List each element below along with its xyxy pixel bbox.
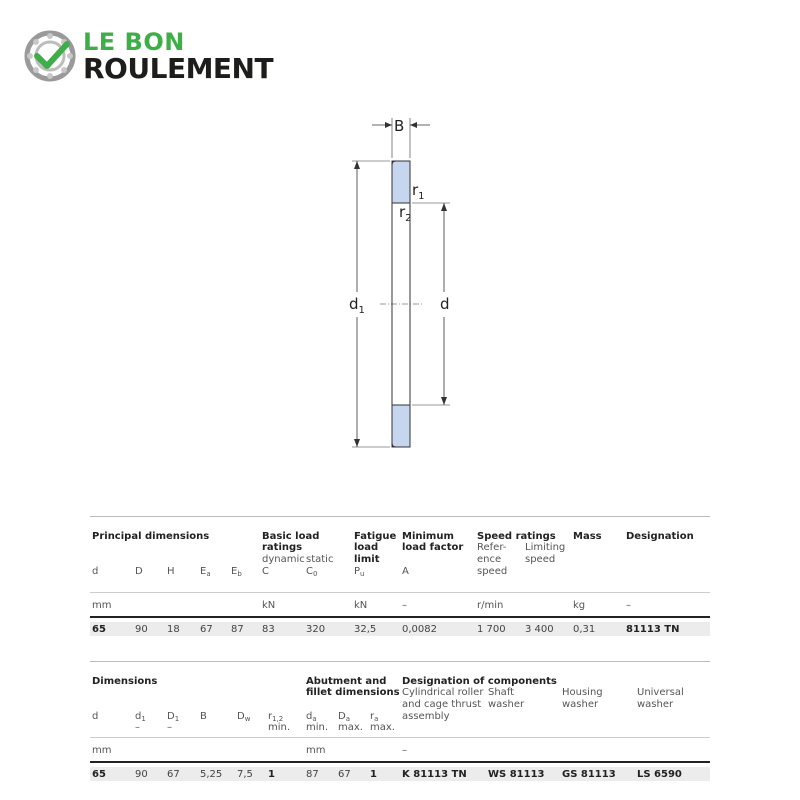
row-lim-speed: 3 400 — [525, 624, 554, 635]
washer-bottom-section — [392, 405, 410, 447]
label-r2: $r_2$ — [399, 203, 412, 224]
header-components: Designation of components — [402, 676, 557, 687]
row2-Da: 67 — [338, 769, 351, 780]
header-cyl-1: Cylindrical roller — [402, 687, 484, 698]
symbol-C: C — [262, 566, 269, 577]
symbol2-D1: $D_1$ — [167, 711, 180, 723]
table2-top-rule — [90, 661, 710, 662]
header-minimum-1: Minimum — [402, 531, 454, 542]
table-row — [90, 622, 710, 636]
table-top-rule — [90, 516, 710, 517]
row-Pu: 32,5 — [354, 624, 377, 635]
drawing-svg — [330, 110, 490, 460]
symbol2-d1-dash: – — [135, 722, 140, 733]
table2-units-rule — [90, 737, 710, 738]
unit-dash-designation: – — [626, 600, 631, 611]
header-shaft-1: Shaft — [488, 687, 515, 698]
row2-d: 65 — [92, 769, 106, 780]
symbol-Pu: $P_u$ — [354, 566, 365, 578]
unit2-mm: mm — [92, 745, 112, 756]
row2-ra: 1 — [370, 769, 377, 780]
symbol-Eb: $E_b$ — [231, 566, 242, 578]
header-lim-speed-1: Limiting — [525, 542, 566, 553]
symbol2-B: B — [200, 711, 207, 722]
symbol-H: H — [167, 566, 175, 577]
header-fatigue-1: Fatigue — [354, 531, 397, 542]
row2-d1: 90 — [135, 769, 148, 780]
table-units-rule — [90, 592, 710, 593]
row2-B: 5,25 — [200, 769, 223, 780]
row-A: 0,0082 — [402, 624, 437, 635]
header-universal-2: washer — [637, 699, 674, 710]
row-Eb: 87 — [231, 624, 244, 635]
header-dynamic: dynamic — [262, 554, 305, 565]
header-abutment-2: fillet dimensions — [306, 687, 400, 698]
row-mass: 0,31 — [573, 624, 596, 635]
table-data-rule — [90, 616, 710, 618]
symbol-Ea: $E_a$ — [200, 566, 211, 578]
header-mass: Mass — [573, 531, 602, 542]
symbol2-Da-max: max. — [338, 722, 363, 733]
header-basic-load-1: Basic load — [262, 531, 320, 542]
bearing-cross-section-drawing — [330, 110, 490, 460]
row2-Dw: 7,5 — [237, 769, 253, 780]
row2-shaft-washer[interactable]: WS 81113 — [488, 769, 545, 780]
row-C: 83 — [262, 624, 275, 635]
header-lim-speed-2: speed — [525, 554, 556, 565]
row-C0: 320 — [306, 624, 326, 635]
header-basic-load-2: ratings — [262, 542, 303, 553]
unit-mm: mm — [92, 600, 112, 611]
washer-top-section — [392, 161, 410, 203]
symbol2-da: $d_a$ — [306, 711, 317, 723]
row-D: 90 — [135, 624, 148, 635]
symbol2-ra: $r_a$ — [370, 711, 379, 723]
header-abutment-1: Abutment and — [306, 676, 387, 687]
table-row — [90, 767, 710, 781]
symbol2-ra-max: max. — [370, 722, 395, 733]
row2-universal-washer[interactable]: LS 6590 — [637, 769, 682, 780]
row-designation[interactable]: 81113 TN — [626, 624, 680, 635]
symbol2-Da: $D_a$ — [338, 711, 350, 723]
header-shaft-2: washer — [488, 699, 525, 710]
header-cyl-2: and cage thrust — [402, 699, 482, 710]
header-housing-1: Housing — [562, 687, 603, 698]
logo-text-line2: ROULEMENT — [83, 52, 274, 85]
unit2-mm-abutment: mm — [306, 745, 326, 756]
header-principal-dimensions: Principal dimensions — [92, 531, 210, 542]
symbol2-Dw: $D_w$ — [237, 711, 251, 723]
row2-housing-washer[interactable]: GS 81113 — [562, 769, 616, 780]
header-cyl-3: assembly — [402, 711, 450, 722]
unit-dash-factor: – — [402, 600, 407, 611]
row-d: 65 — [92, 624, 106, 635]
header-ref-speed-1: Refer- — [477, 542, 507, 553]
symbol-d: d — [92, 566, 99, 577]
logo-text-line1: LE BON — [83, 28, 185, 56]
components-data-table — [90, 661, 710, 785]
header-static: static — [306, 554, 334, 565]
table2-data-rule — [90, 761, 710, 763]
symbol-D: D — [135, 566, 143, 577]
header-universal-1: Universal — [637, 687, 684, 698]
symbol2-r12-min: min. — [268, 722, 291, 733]
symbol2-r12: $r_{1,2}$ — [268, 711, 284, 723]
header-fatigue-3: limit — [354, 554, 380, 565]
header-ref-speed-3: speed — [477, 566, 508, 577]
header-designation: Designation — [626, 531, 694, 542]
unit2-dash: – — [402, 745, 407, 756]
symbol2-d: d — [92, 711, 99, 722]
unit-kN-fatigue: kN — [354, 600, 368, 611]
unit-kN-ratings: kN — [262, 600, 276, 611]
row2-da: 87 — [306, 769, 319, 780]
row-ref-speed: 1 700 — [477, 624, 506, 635]
label-d1: $d_1$ — [349, 295, 365, 316]
unit-rmin: r/min — [477, 600, 504, 611]
header-dimensions: Dimensions — [92, 676, 158, 687]
bearing-check-icon — [24, 30, 76, 82]
row2-r12: 1 — [268, 769, 275, 780]
bearing-data-table — [90, 516, 710, 640]
header-minimum-2: load factor — [402, 542, 464, 553]
row-Ea: 67 — [200, 624, 213, 635]
symbol2-d1: $d_1$ — [135, 711, 146, 723]
row-H: 18 — [167, 624, 180, 635]
symbol-A: A — [402, 566, 409, 577]
header-speed-ratings: Speed ratings — [477, 531, 556, 542]
brand-logo[interactable] — [24, 26, 304, 86]
row2-D1: 67 — [167, 769, 180, 780]
label-r1: $r_1$ — [412, 181, 425, 202]
symbol2-da-min: min. — [306, 722, 329, 733]
header-housing-2: washer — [562, 699, 599, 710]
header-ref-speed-2: ence — [477, 554, 502, 565]
header-fatigue-2: load — [354, 542, 379, 553]
label-B: B — [394, 117, 405, 135]
row2-cylindrical-assembly[interactable]: K 81113 TN — [402, 769, 467, 780]
label-d: d — [440, 295, 450, 313]
unit-kg: kg — [573, 600, 586, 611]
symbol-C0: $C_0$ — [306, 566, 318, 578]
symbol2-D1-dash: – — [167, 722, 172, 733]
